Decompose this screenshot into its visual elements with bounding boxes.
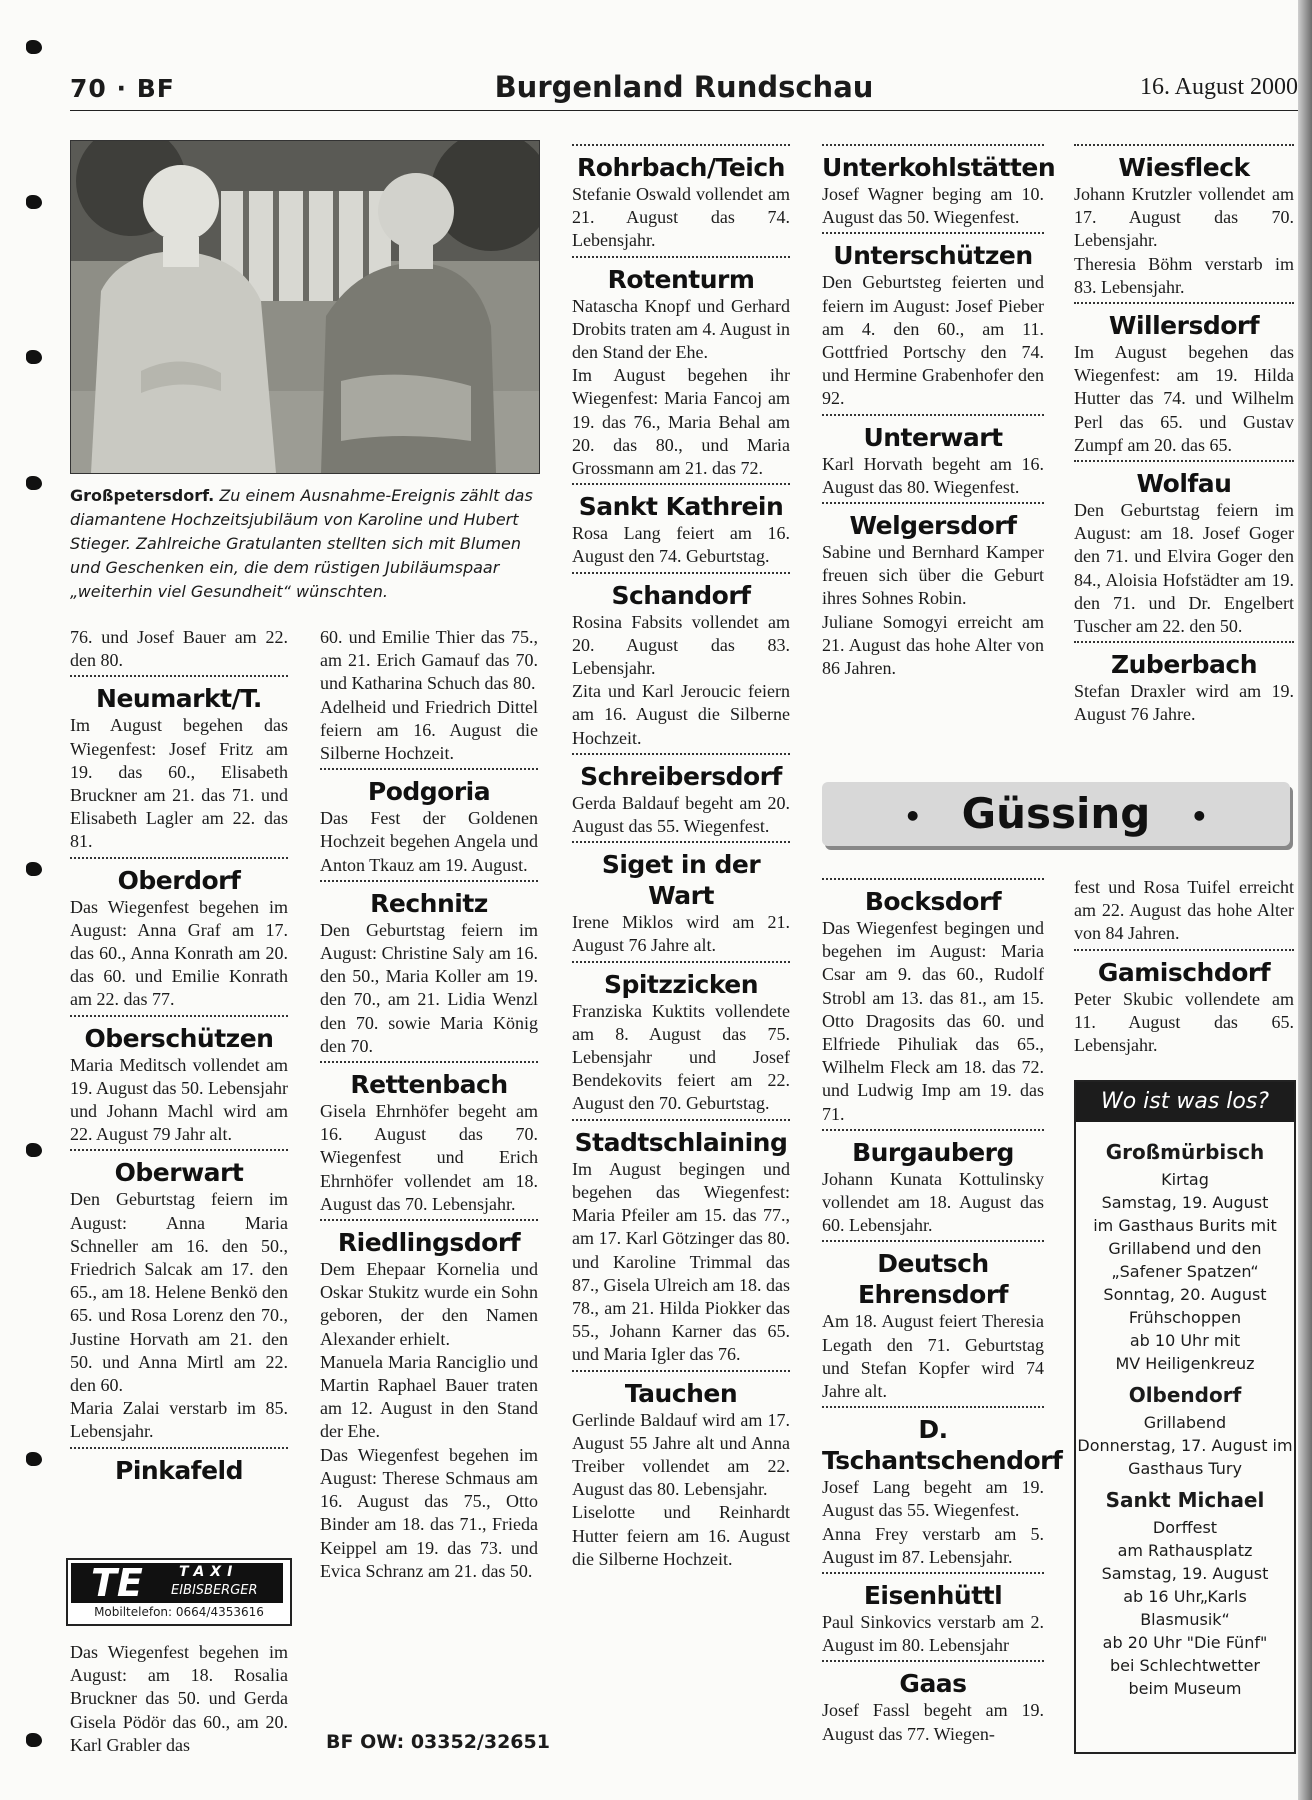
article-text: Stefanie Oswald vollendet am 21. August das 74. Lebensjahr. [572, 184, 790, 251]
article-heading: Neumarkt/T. [70, 675, 288, 714]
binder-hole [26, 476, 42, 490]
article-heading: Riedlingsdorf [320, 1219, 538, 1258]
article-heading: Podgoria [320, 768, 538, 807]
column-1-bottom [70, 1641, 288, 1757]
article-heading: Sankt Kathrein [572, 483, 790, 522]
article-heading: Stadtschlaining [572, 1119, 790, 1158]
article-heading: Gaas [822, 1660, 1044, 1699]
article-text: Josef Fassl begeht am 19. August das 77. Wiegen- [822, 1700, 1044, 1744]
article-text: Den Geburtstag feiern im August: Christine Saly am 16. den 50., Maria Koller am 19. den 70., am 21. Lidia Wenzl den 70. sowie Maria König den 70. [320, 919, 538, 1056]
article-text: Dem Ehepaar Kornelia und Oskar Stukitz wurde ein Sohn geboren, der den Namen Alexander erhielt. [320, 1259, 538, 1349]
article-text: Den Geburtstag feiern im August: Anna Maria Schneller am 16. den 50., Friedrich Salcak am 17. den 65., am 18. Helene Benkö den 65. und Rosa Lorenz den 70., Justine Horvath am 21. den 50. und Anna Mirtl am 22. den 60. [70, 1189, 288, 1396]
events-list [1076, 1122, 1294, 1700]
column-4 [822, 144, 1056, 680]
article-heading: Rechnitz [320, 880, 538, 919]
article-text: Im August begehen das Wiegenfest: Josef Fritz am 19. das 60., Elisabeth Bruckner am 21. das 71. und Elisabeth Lagler am 22. das 81. [70, 715, 288, 852]
article-text: Im August begingen und begehen das Wiegenfest: Maria Pfeiler am 15. das 77., am 17. Karl Götzinger das 80. und Karoline Trimmal das 87., Gisela Ulreich am 18. das 78., am 21. Hilda Piokker das 55., Johann Karner das 65. und Maria Igler das 76. [572, 1158, 790, 1365]
binder-hole [26, 862, 42, 876]
article-text: Rosa Lang feiert am 16. August den 74. Geburtstag. [572, 523, 790, 567]
article-text: Franziska Kuktits vollendete am 8. August das 75. Lebensjahr und Josef Bendekovits feiert am 22. August den 70. Geburtstag. [572, 1000, 790, 1114]
region-banner-guessing [822, 782, 1290, 846]
binder-hole [26, 1143, 42, 1157]
article-text: Johann Krutzler vollendet am 17. August das 70. Lebensjahr. [1074, 184, 1294, 251]
events-box-title: Wo ist was los? [1076, 1082, 1294, 1122]
region-title: Güssing [961, 789, 1151, 838]
event-place: Olbendorf [1128, 1383, 1242, 1407]
article-text: fest und Rosa Tuifel erreicht am 22. August das hohe Alter von 84 Jahren. [1074, 877, 1294, 944]
binder-hole [26, 195, 42, 209]
article-text: Juliane Somogyi erreicht am 21. August das hohe Alter von 86 Jahren. [822, 611, 1044, 679]
office-phone: BF OW: 03352/32651 [326, 1731, 550, 1753]
article-text: Peter Skubic vollendete am 11. August das 65. Lebensjahr. [1074, 988, 1294, 1056]
article-text: Zita und Karl Jeroucic feiern am 16. August die Silberne Hochzeit. [572, 681, 790, 748]
article-text: Den Geburtsteg feierten und feiern im August: Josef Pieber am 4. den 60., am 11. Gottfried Portschy den 74. und Hermine Grabenhofer den 92. [822, 272, 1044, 409]
article-text: Gisela Ehrnhöfer begeht am 16. August das 70. Wiegenfest und Erich Ehrnhöfer vollendet am 18. August das 70. Lebensjahr. [320, 1101, 538, 1214]
column-7 [1074, 876, 1294, 1057]
article-heading: Unterkohlstätten [822, 144, 1044, 183]
article-heading: Siget in der Wart [572, 841, 790, 911]
article-text: Das Wiegenfest begehen im August: Therese Schmaus am 16. August das 75., Otto Binder am 18. das 71., Frieda Keippel am 19. das 73. und Evica Schranz am 21. das 50. [320, 1444, 538, 1581]
article-text: Rosina Fabsits vollendet am 20. August das 83. Lebensjahr. [572, 611, 790, 679]
article-text: Liselotte und Reinhardt Hutter feiern am 16. August die Silberne Hochzeit. [572, 1502, 790, 1569]
article-heading: Pinkafeld [70, 1447, 288, 1486]
taxi-logo [71, 1563, 283, 1603]
column-3 [572, 144, 790, 1571]
article-text: Manuela Maria Ranciglio und Martin Raphael Bauer traten am 12. August in den Stand der Ehe. [320, 1351, 538, 1442]
caption-place: Großpetersdorf. [70, 486, 215, 505]
article-text: Am 18. August feiert Theresia Legath den 71. Geburtstag und Stefan Kopfer wird 74 Jahre alt. [822, 1311, 1044, 1402]
event-place: Sankt Michael [1105, 1488, 1265, 1512]
article-text: Maria Zalai verstarb im 85. Lebensjahr. [70, 1398, 288, 1442]
article-heading: Bocksdorf [822, 878, 1044, 917]
binder-hole [26, 1452, 42, 1466]
article-text: Das Fest der Goldenen Hochzeit begehen Angela und Anton Tkauz am 19. August. [320, 808, 538, 875]
binder-hole [26, 40, 42, 54]
article-text: Josef Wagner beging am 10. August das 50. Wiegenfest. [822, 184, 1044, 228]
event-details: Dorffest am Rathausplatz Samstag, 19. August ab 16 Uhr„Karls Blasmusik“ ab 20 Uhr "Die Fünf" bei Schlechtwetter beim Museum [1101, 1518, 1269, 1698]
article-heading: Rettenbach [320, 1061, 538, 1100]
couple-photo [70, 140, 540, 474]
article-text: Im August begehen ihr Wiegenfest: Maria Fancoj am 19. das 76., Maria Behal am 20. das 80., und Maria Grossmann am 21. das 72. [572, 365, 790, 479]
article-heading: Schandorf [572, 572, 790, 611]
issue-date: 16. August 2000 [1139, 74, 1298, 100]
newspaper-title: Burgenland Rundschau [494, 70, 874, 104]
taxi-company-name: EIBISBERGER [171, 1583, 258, 1598]
events-box [1074, 1080, 1296, 1754]
article-text: Das Wiegenfest begehen im August: Anna Graf am 17. das 60., Anna Konrath am 20. das 60. und Emilie Konrath am 22. das 77. [70, 896, 288, 1010]
column-6 [822, 878, 1063, 1746]
article-heading: Wolfau [1074, 460, 1294, 499]
article-text: Anna Frey verstarb am 5. August im 87. Lebensjahr. [822, 1523, 1044, 1567]
article-text: Gerda Baldauf begeht am 20. August das 55. Wiegenfest. [572, 792, 790, 837]
binder-hole [26, 350, 42, 364]
column-1 [70, 626, 288, 1486]
article-text: 60. und Emilie Thier das 75., am 21. Erich Gamauf das 70. und Katharina Schuch das 80. [320, 627, 538, 694]
article-heading: Unterwart [822, 414, 1044, 453]
column-2 [320, 626, 538, 1583]
article-text: Irene Miklos wird am 21. August 76 Jahre alt. [572, 912, 790, 956]
column-5 [1074, 144, 1294, 727]
article-heading: Rohrbach/Teich [572, 144, 790, 183]
event-details: Kirtag Samstag, 19. August im Gasthaus Burits mit Grillabend und den „Safener Spatzen“ Sonntag, 20. August Frühschoppen ab 10 Uhr mit MV Heiligenkreuz [1093, 1170, 1277, 1373]
article-heading: Willersdorf [1074, 302, 1294, 341]
article-text: Im August begehen das Wiegenfest: am 19. Hilda Hutter das 74. und Wilhelm Perl das 65. und Gustav Zumpf am 20. das 65. [1074, 342, 1294, 455]
banner-bullet: • [903, 799, 922, 833]
article-text: Das Wiegenfest begehen im August: am 18. Rosalia Bruckner das 50. und Gerda Gisela Pödör das 60., am 20. Karl Grabler das [70, 1642, 288, 1755]
article-heading: Gamischdorf [1074, 949, 1294, 988]
article-heading: Spitzzicken [572, 961, 790, 1000]
taxi-advertisement [66, 1558, 292, 1626]
article-text: 76. und Josef Bauer am 22. den 80. [70, 627, 288, 671]
article-heading: Wiesfleck [1074, 144, 1294, 183]
article-text: Gerlinde Baldauf wird am 17. August 55 Jahre alt und Anna Treiber vollendet am 22. August das 80. Lebensjahr. [572, 1409, 790, 1500]
event-place: Großmürbisch [1105, 1140, 1265, 1164]
article-text: Sabine und Bernhard Kamper freuen sich über die Geburt ihres Sohnes Robin. [822, 542, 1044, 609]
taxi-logo-word: TAXI [179, 1564, 239, 1580]
article-heading: Zuberbach [1074, 641, 1294, 680]
article-heading: Unterschützen [822, 232, 1044, 271]
article-text: Das Wiegenfest begingen und begehen im August: Maria Csar am 9. das 60., Rudolf Strobl am 13. das 81., am 15. Otto Dragosits das 60. und Elfriede Pihuliak das 65., Wilhelm Fleck am 18. das 72. und Ludwig Imp am 19. das 71. [822, 918, 1044, 1124]
event-details: Grillabend Donnerstag, 17. August im Gasthaus Tury [1077, 1413, 1293, 1478]
article-text: Paul Sinkovics verstarb am 2. August im 80. Lebensjahr [822, 1612, 1044, 1656]
article-heading: Welgersdorf [822, 502, 1044, 541]
article-text: Adelheid und Friedrich Dittel feiern am 16. August die Silberne Hochzeit. [320, 696, 538, 764]
article-text: Natascha Knopf und Gerhard Drobits traten am 4. August in den Stand der Ehe. [572, 295, 790, 363]
article-heading: Oberdorf [70, 857, 288, 896]
article-text: Den Geburtstag feiern im August: am 18. Josef Goger den 71. und Elvira Goger den 84., Aloisia Hofstädter am 19. den 71. und Dr. Engelbert Tuscher am 22. den 50. [1074, 500, 1294, 637]
binder-holes [0, 0, 60, 1800]
article-text: Karl Horvath begeht am 16. August das 80. Wiegenfest. [822, 453, 1044, 497]
article-heading: Oberschützen [70, 1015, 288, 1054]
article-text: Stefan Draxler wird am 19. August 76 Jahre. [1074, 681, 1294, 725]
article-heading: Rotenturm [572, 256, 790, 295]
article-heading: Eisenhüttl [822, 1572, 1044, 1611]
article-heading: Oberwart [70, 1149, 288, 1188]
article-text: Johann Kunata Kottulinsky vollendet am 18. August das 60. Lebensjahr. [822, 1168, 1044, 1236]
banner-bullet: • [1190, 799, 1209, 833]
article-heading: D. Tschantschendorf [822, 1406, 1044, 1476]
caption-text: Zu einem Ausnahme-Ereignis zählt das diamantene Hochzeitsjubiläum von Karoline und Hubert Stieger. Zahlreiche Gratulanten stellten sich mit Blumen und Geschenken ein, die dem rüstigen Jubiläumspaar „weiterhin viel Gesundheit“ wünschten. [70, 486, 533, 601]
article-heading: Deutsch Ehrensdorf [822, 1240, 1044, 1310]
page-number: 70 · BF [70, 74, 175, 103]
page-edge-shadow [1298, 0, 1312, 1800]
taxi-phone: Mobiltelefon: 0664/4353616 [94, 1605, 264, 1619]
article-text: Maria Meditsch vollendet am 19. August das 50. Lebensjahr und Johann Machl wird am 22. August 79 Jahr alt. [70, 1054, 288, 1145]
article-heading: Schreibersdorf [572, 753, 790, 792]
photo-illustration [71, 141, 539, 473]
article-heading: Tauchen [572, 1370, 790, 1409]
article-text: Josef Lang begeht am 19. August das 55. Wiegenfest. [822, 1477, 1044, 1521]
page-header [70, 70, 1298, 111]
binder-hole [26, 1733, 42, 1747]
photo-caption [70, 484, 550, 604]
article-text: Theresia Böhm verstarb im 83. Lebensjahr. [1074, 253, 1294, 297]
taxi-logo-mark: TE [91, 1561, 143, 1605]
article-heading: Burgauberg [822, 1129, 1044, 1168]
